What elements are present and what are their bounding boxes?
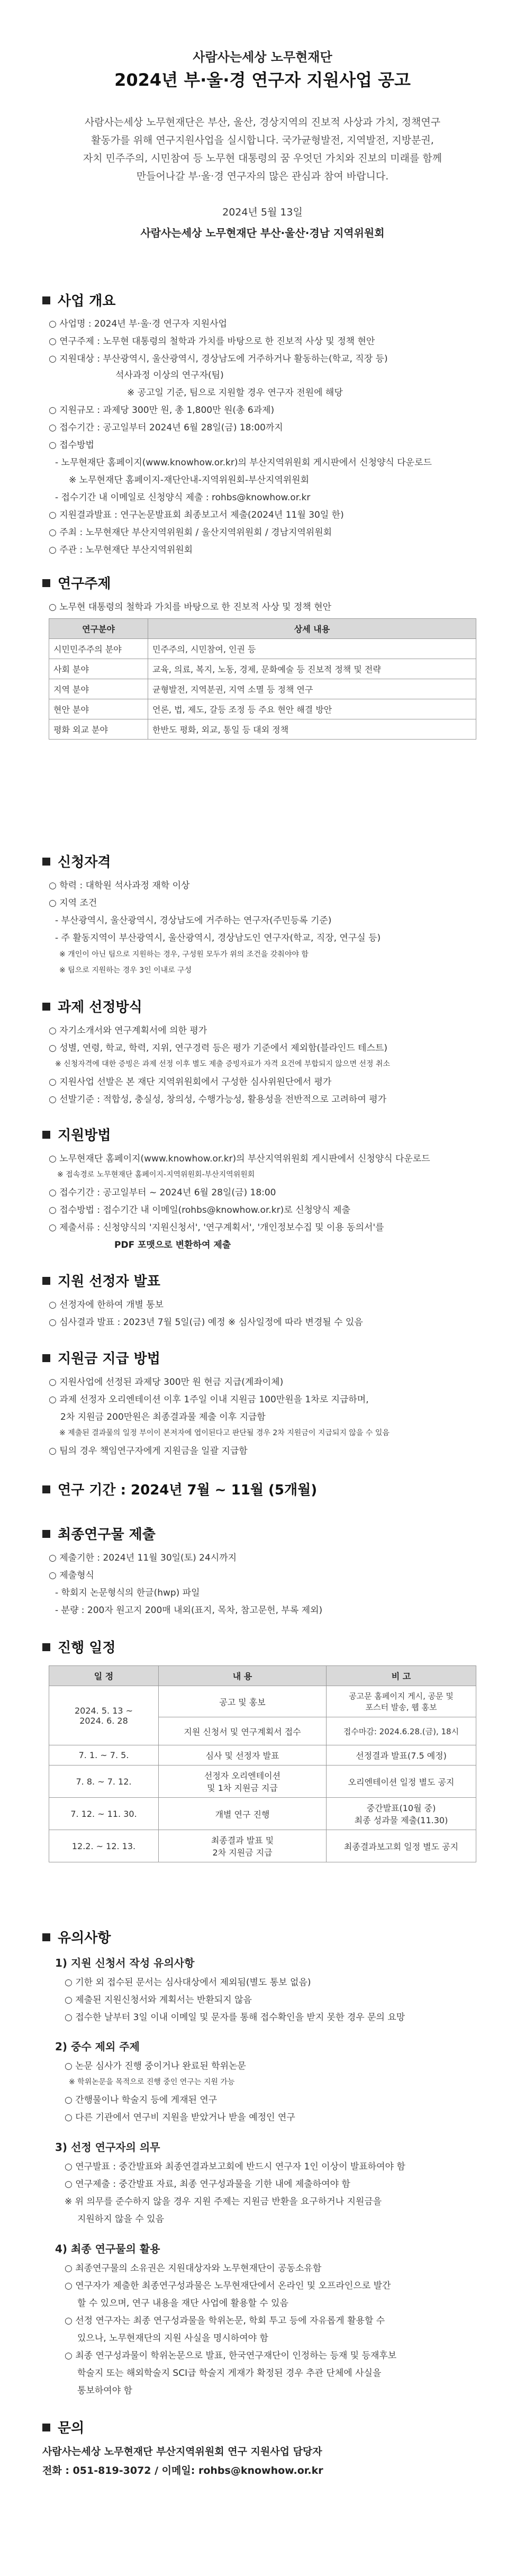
- table-header-row: [49, 1666, 476, 1686]
- section-line: ○ 기한 외 접수된 문서는 심사대상에서 제외됨(별도 통보 없음): [65, 1977, 311, 1988]
- announcement-date: 2024년 5월 13일: [222, 206, 303, 218]
- table-cell: 공고 및 홍보: [159, 1686, 327, 1717]
- section-line: ※ 공고일 기준, 팀으로 지원할 경우 연구자 전원에 해당: [127, 388, 343, 398]
- table-row: [49, 1686, 476, 1717]
- section-line: 통보하여야 함: [77, 2385, 132, 2396]
- schedule-table: [49, 1665, 476, 1862]
- section-line: ○ 선발기준 : 적합성, 충실성, 창의성, 수행가능성, 활용성을 전반적으로 고려하여 평가: [49, 1094, 387, 1105]
- table-row: [49, 1745, 476, 1766]
- section-title: 진행 일정: [58, 1640, 116, 1656]
- square-bullet-icon: [42, 1530, 50, 1538]
- section-line: ○ 지원사업에 선정된 과제당 300만 원 현금 지급(계좌이체): [49, 1377, 284, 1388]
- intro-line: 만들어나갈 부·울·경 연구자의 많은 관심과 참여 바랍니다.: [136, 170, 389, 182]
- table-header: 상세 내용: [148, 619, 476, 639]
- section-title: 최종연구물 제출: [58, 1527, 156, 1543]
- table-cell: 7. 12. ~ 11. 30.: [49, 1798, 159, 1830]
- section-line: ○ 연구자가 제출한 최종연구성과물은 노무현재단에서 온라인 및 오프라인으로 발간: [65, 2281, 391, 2291]
- table-cell: 오리엔테이션 일정 별도 공지: [327, 1766, 476, 1798]
- section-line: - 노무현재단 홈페이지(www.knowhow.or.kr)의 부산지역위원회 게시판에서 신청양식 다운로드: [55, 457, 432, 468]
- section-line: ○ 지원사업 선발은 본 재단 지역위원회에서 구성한 심사위원단에서 평가: [49, 1077, 332, 1087]
- section-line: ○ 접수방법 : 접수기간 내 이메일(rohbs@knowhow.or.kr)로 신청양식 제출: [49, 1205, 351, 1215]
- section-title: 유의사항: [58, 1930, 111, 1946]
- section-line: ○ 제출기한 : 2024년 11월 30일(토) 24시까지: [49, 1553, 237, 1563]
- table-cell: 접수마감: 2024.6.28.(금), 18시: [327, 1717, 476, 1745]
- square-bullet-icon: [42, 1643, 50, 1651]
- section-line: ○ 팀의 경우 책임연구자에게 지원금을 일괄 지급함: [49, 1446, 248, 1456]
- table-cell: 선정자 오리엔테이션 및 1차 지원금 지급: [159, 1766, 327, 1798]
- section-line: 있으나, 노무현재단의 지원 사실을 명시하여야 함: [77, 2333, 268, 2344]
- section-line: ○ 간행물이나 학술지 등에 게재된 연구: [65, 2095, 218, 2105]
- section-line: - 주 활동지역이 부산광역시, 울산광역시, 경상남도인 연구자(학교, 직장, 연구실 등): [55, 933, 381, 943]
- section-line: ○ 자기소개서와 연구계획서에 의한 평가: [49, 1025, 207, 1036]
- section-line: ○ 노무현재단 홈페이지(www.knowhow.or.kr)의 부산지역위원회 게시판에서 신청양식 다운로드: [49, 1154, 430, 1164]
- table-cell: 지원 신청서 및 연구계획서 접수: [159, 1717, 327, 1745]
- section-line: ○ 제출형식: [49, 1570, 94, 1581]
- section-line: ○ 사업명 : 2024년 부·울·경 연구자 지원사업: [49, 319, 227, 329]
- contact-line: 사람사는세상 노무현재단 부산지역위원회 연구 지원사업 담당자: [42, 2446, 322, 2457]
- section-heading: [42, 1637, 116, 1656]
- table-cell: 최종결과보고회 일정 별도 공지: [327, 1830, 476, 1862]
- table-cell: 현안 분야: [49, 699, 148, 719]
- table-cell: 2024. 5. 13 ~ 2024. 6. 28: [49, 1686, 159, 1745]
- square-bullet-icon: [42, 1354, 50, 1362]
- section-line: 2차 지원금 200만원은 최종결과물 제출 이후 지급함: [60, 1412, 266, 1422]
- table-row: [49, 719, 476, 740]
- table-row: [49, 1830, 476, 1862]
- section-line: ○ 논문 심사가 진행 중이거나 완료된 학위논문: [65, 2061, 246, 2071]
- section-line: - 부산광역시, 울산광역시, 경상남도에 거주하는 연구자(주민등록 기준): [55, 915, 332, 926]
- section-heading: [42, 2417, 84, 2437]
- section-line: ○ 접수기간 : 공고일부터 ~ 2024년 6월 28일(금) 18:00: [49, 1187, 276, 1198]
- section-title: 연구주제: [58, 576, 111, 592]
- section-line: ○ 지원규모 : 과제당 300만 원, 총 1,800만 원(총 6과제): [49, 405, 275, 416]
- section-heading: [42, 996, 142, 1016]
- section-line: ○ 학력 : 대학원 석사과정 재학 이상: [49, 880, 190, 891]
- section-line: ○ 선정 연구자는 최종 연구성과물을 학위논문, 학회 투고 등에 자유롭게 활용할 수: [65, 2316, 385, 2326]
- section-line: ※ 위 의무를 준수하지 않을 경우 지원 주제는 지원금 반환을 요구하거나 지원금을: [65, 2196, 382, 2207]
- section-note: ※ 접속경로 노무현재단 홈페이지-지역위원회-부산지역위원회: [57, 1170, 255, 1179]
- table-cell: 교육, 의료, 복지, 노동, 경제, 문화예술 등 진보적 정책 및 전략: [148, 659, 476, 679]
- section-line: ○ 주최 : 노무현재단 부산지역위원회 / 울산지역위원회 / 경남지역위원회: [49, 527, 332, 538]
- table-cell: 사회 분야: [49, 659, 148, 679]
- section-line: ○ 연구발표 : 중간발표와 최종연결과보고회에 반드시 연구자 1인 이상이 발표하여야 함: [65, 2161, 405, 2172]
- section-title: 신청자격: [58, 854, 111, 870]
- section-line: ○ 제출된 지원신청서와 계획서는 반환되지 않음: [65, 1995, 252, 2005]
- section-title: 지원방법: [58, 1128, 111, 1143]
- table-cell: 최종결과 발표 및 2차 지원금 지급: [159, 1830, 327, 1862]
- intro-paragraph: [79, 113, 446, 185]
- section-line: 지원하지 않을 수 있음: [77, 2214, 165, 2224]
- table-cell: 공고문 홈페이지 게시, 공문 및 포스터 발송, 웹 홍보: [327, 1686, 476, 1717]
- table-cell: 균형발전, 지역분권, 지역 소멸 등 정책 연구: [148, 679, 476, 699]
- table-row: [49, 639, 476, 659]
- table-cell: 언론, 법, 제도, 갈등 조정 등 주요 현안 해결 방안: [148, 699, 476, 719]
- subsection-title: 4) 최종 연구물의 활용: [55, 2242, 160, 2255]
- table-cell: 민주주의, 시민참여, 인권 등: [148, 639, 476, 659]
- section-line: ○ 접수방법: [49, 440, 94, 451]
- section-line: ○ 성별, 연령, 학교, 학력, 지위, 연구경력 등은 평가 기준에서 제외함(블라인드 테스트): [49, 1043, 388, 1053]
- announcement-signer: 사람사는세상 노무현재단 부산·울산·경남 지역위원회: [140, 227, 385, 239]
- table-cell: 7. 1. ~ 7. 5.: [49, 1745, 159, 1766]
- table-cell: 시민민주주의 분야: [49, 639, 148, 659]
- section-line: ○ 연구주제 : 노무현 대통령의 철학과 가치를 바탕으로 한 진보적 사상 및 정책 현안: [49, 336, 375, 347]
- section-line: ○ 연구제출 : 중간발표 자료, 최종 연구성과물을 기한 내에 제출하여야 함: [65, 2179, 350, 2190]
- section-line: ○ 접수한 날부터 3일 이내 이메일 및 문자를 통해 접수확인을 받지 못한 경우 문의 요망: [65, 2012, 405, 2023]
- section-line: ○ 지역 조건: [49, 898, 97, 908]
- section-line: ○ 최종연구물의 소유권은 지원대상자와 노무현재단이 공동소유함: [65, 2263, 322, 2274]
- section-line: - 분량 : 200자 원고지 200매 내외(표지, 목차, 참고문헌, 부록 제외): [55, 1605, 323, 1616]
- section-heading: [42, 290, 116, 310]
- table-cell: 평화 외교 분야: [49, 719, 148, 740]
- section-line: ○ 선정자에 한하여 개별 통보: [49, 1300, 164, 1310]
- section-line: ○ 다른 기관에서 연구비 지원을 받았거나 받을 예정인 연구: [65, 2112, 295, 2123]
- table-header-row: [49, 619, 476, 639]
- section-line: ○ 지원결과발표 : 연구논문발표회 최종보고서 제출(2024년 11월 30일 한): [49, 510, 344, 520]
- section-heading: [42, 1271, 160, 1290]
- section-line: 할 수 있으며, 연구 내용을 재단 사업에 활용할 수 있음: [77, 2298, 288, 2309]
- section-note: ※ 제출된 결과물의 일정 부이이 본저자에 엽이된다고 판단될 경우 2차 지원금이 지급되지 않을 수 있음: [59, 1429, 390, 1437]
- table-cell: 선정결과 발표(7.5 예정): [327, 1745, 476, 1766]
- section-heading: [42, 1524, 156, 1543]
- table-header: 내 용: [159, 1666, 327, 1686]
- square-bullet-icon: [42, 2424, 50, 2431]
- section-line: 석사과정 이상의 연구자(팀): [115, 370, 224, 381]
- section-heading: [42, 1124, 111, 1144]
- table-row: [49, 679, 476, 699]
- section-line: ○ 지원대상 : 부산광역시, 울산광역시, 경상남도에 거주하거나 활동하는(학교, 직장 등): [49, 354, 388, 364]
- section-heading: [42, 851, 111, 871]
- table-header: 비 고: [327, 1666, 476, 1686]
- section-heading: [42, 1348, 160, 1367]
- table-cell: 12.2. ~ 12. 13.: [49, 1830, 159, 1862]
- section-line: - 학회지 논문형식의 한글(hwp) 파일: [55, 1588, 200, 1598]
- section-line: PDF 포맷으로 변환하여 제출: [114, 1240, 231, 1250]
- section-line: ※ 노무현재단 홈페이지-재단안내-지역위원회-부산지역위원회: [69, 475, 310, 485]
- table-header: 연구분야: [49, 619, 148, 639]
- section-line: 학술지 또는 해외학술지 SCI급 학술지 게재가 확정된 경우 추관 단체에 사실을: [77, 2368, 382, 2379]
- organization-name: 사람사는세상 노무현재단: [193, 50, 332, 65]
- table-cell: 지역 분야: [49, 679, 148, 699]
- square-bullet-icon: [42, 1277, 50, 1285]
- table-cell: 심사 및 선정자 발표: [159, 1745, 327, 1766]
- section-line: ○ 제출서류 : 신청양식의 '지원신청서', '연구계획서', '개인정보수집 및 이용 동의서'를: [49, 1222, 384, 1233]
- section-line: ○ 최종 연구성과물이 학위논문으로 발표, 한국연구재단이 인정하는 등재 및 등재후보: [65, 2350, 397, 2361]
- square-bullet-icon: [42, 858, 50, 866]
- table-cell: 한반도 평화, 외교, 통일 등 대외 정책: [148, 719, 476, 740]
- section-note: ※ 개인이 아닌 팀으로 지원하는 경우, 구성원 모두가 위의 조건을 갖춰야야 함: [59, 950, 309, 959]
- square-bullet-icon: [42, 1131, 50, 1139]
- section-title: 과제 선정방식: [58, 999, 142, 1015]
- table-cell: 중간발표(10월 중) 최종 성과물 제출(11.30): [327, 1798, 476, 1830]
- table-row: [49, 1766, 476, 1798]
- section-line: - 접수기간 내 이메일로 신청양식 제출 : rohbs@knowhow.or.kr: [55, 492, 311, 503]
- page-title: 2024년 부·울·경 연구자 지원사업 공고: [114, 70, 411, 90]
- section-title: 문의: [58, 2420, 85, 2436]
- section-heading: [42, 1479, 317, 1499]
- square-bullet-icon: [42, 579, 50, 587]
- subsection-title: 2) 중수 제외 주제: [55, 2040, 140, 2053]
- section-note: ※ 학위논문을 목적으로 진행 중인 연구는 지원 가능: [69, 2078, 235, 2086]
- section-line: ○ 주관 : 노무현재단 부산지역위원회: [49, 545, 193, 555]
- contact-line: 전화 : 051-819-3072 / 이메일: rohbs@knowhow.or.kr: [42, 2465, 323, 2476]
- table-row: [49, 699, 476, 719]
- intro-line: 활동가를 위해 연구지원사업을 실시합니다. 국가균형발전, 지역발전, 지방분권,: [91, 134, 434, 146]
- table-cell: 개별 연구 진행: [159, 1798, 327, 1830]
- section-note: ※ 신청자격에 대한 증빙은 과제 선정 이후 별도 제출 증빙자료가 자격 요건에 부합되지 않으면 선정 취소: [55, 1060, 390, 1068]
- subsection-title: 3) 선정 연구자의 의무: [55, 2141, 160, 2154]
- subsection-title: 1) 지원 신청서 작성 유의사항: [55, 1957, 195, 1969]
- intro-line: 사람사는세상 노무현재단은 부산, 울산, 경상지역의 진보적 사상과 가치, 정책연구: [84, 116, 441, 128]
- square-bullet-icon: [42, 1003, 50, 1011]
- section-line: ○ 접수기간 : 공고일부터 2024년 6월 28일(금) 18:00까지: [49, 422, 283, 433]
- square-bullet-icon: [42, 296, 50, 304]
- section-title: 사업 개요: [58, 293, 116, 309]
- section-line: ○ 과제 선정자 오리엔테이션 이후 1주일 이내 지원금 100만원을 1차로 지급하며,: [49, 1394, 369, 1405]
- table-header: 일 정: [49, 1666, 159, 1686]
- research-topic-table: [49, 618, 476, 740]
- intro-line: 자치 민주주의, 시민참여 등 노무현 대통령의 꿈 우엇던 가치와 진보의 미래를 함께: [83, 152, 442, 164]
- section-line: ○ 노무현 대통령의 철학과 가치를 바탕으로 한 진보적 사상 및 정책 현안: [49, 602, 332, 613]
- section-note: ※ 팀으로 지원하는 경우 3인 이내로 구성: [59, 966, 192, 975]
- table-cell: 7. 8. ~ 7. 12.: [49, 1766, 159, 1798]
- section-title: 지원금 지급 방법: [58, 1351, 160, 1367]
- table-row: [49, 1798, 476, 1830]
- table-row: [49, 659, 476, 679]
- section-heading: [42, 573, 111, 592]
- section-line: ○ 심사결과 발표 : 2023년 7월 5일(금) 예정 ※ 심사일정에 따라 변경될 수 있음: [49, 1317, 363, 1328]
- section-title: 연구 기간 : 2024년 7월 ~ 11월 (5개월): [58, 1482, 318, 1498]
- square-bullet-icon: [42, 1933, 50, 1941]
- section-title: 지원 선정자 발표: [58, 1274, 160, 1290]
- section-heading: [42, 1927, 111, 1947]
- square-bullet-icon: [42, 1485, 50, 1493]
